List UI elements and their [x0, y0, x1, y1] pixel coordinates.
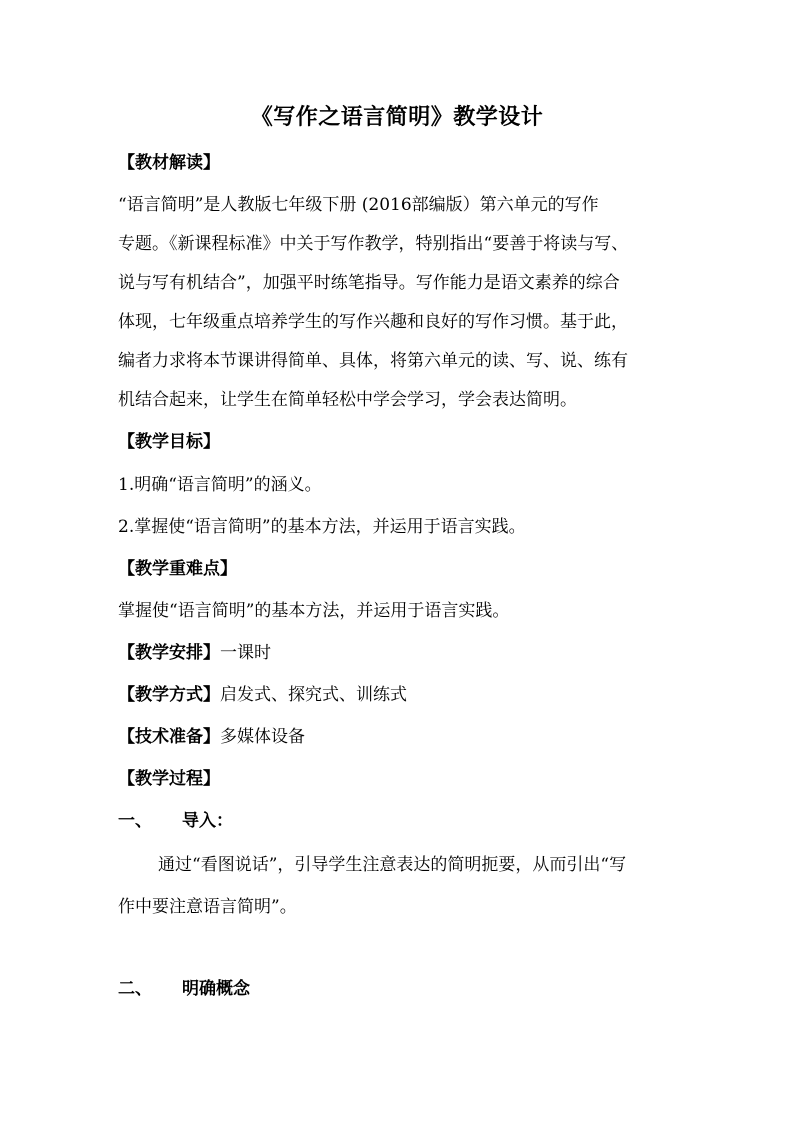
step-2-number: 二、 — [118, 979, 152, 999]
equipment-label: 【技术准备】 — [118, 727, 220, 747]
step-1-line-2: 作中要注意语言简明”。 — [118, 897, 297, 917]
material-line-4: 体现，七年级重点培养学生的写作兴趣和良好的写作习惯。基于此， — [118, 312, 628, 332]
document-title: 《写作之语言简明》教学设计 — [250, 104, 544, 130]
step-2-title: 明确概念 — [182, 979, 250, 999]
arrangement-row — [118, 638, 271, 663]
material-line-2: 专题。《新课程标准》中关于写作教学，特别指出“要善于将读与写、 — [118, 234, 629, 254]
arrangement-label: 【教学安排】 — [118, 643, 220, 663]
heading-process: 【教学过程】 — [118, 769, 220, 789]
material-line-3: 说与写有机结合”，加强平时练笔指导。写作能力是语文素养的综合 — [118, 273, 620, 293]
arrangement-value: 一课时 — [220, 643, 271, 663]
material-line-5: 编者力求将本节课讲得简单、具体，将第六单元的读、写、说、练有 — [118, 351, 628, 371]
heading-key-points: 【教学重难点】 — [118, 559, 237, 579]
heading-goals: 【教学目标】 — [118, 432, 220, 452]
equipment-value: 多媒体设备 — [220, 727, 305, 747]
key-points-text: 掌握使“语言简明”的基本方法，并运用于语言实践。 — [118, 601, 510, 621]
process-step-1 — [118, 806, 233, 831]
method-label: 【教学方式】 — [118, 685, 220, 705]
step-1-title: 导入： — [182, 811, 233, 831]
goal-item-2: 2.掌握使“语言简明”的基本方法，并运用于语言实践。 — [118, 517, 526, 537]
method-row — [118, 680, 407, 705]
material-line-6: 机结合起来，让学生在简单轻松中学会学习，学会表达简明。 — [118, 390, 577, 410]
step-1-number: 一、 — [118, 811, 152, 831]
material-line-1: “语言简明”是人教版七年级下册 (2016部编版）第六单元的写作 — [118, 195, 599, 215]
heading-material: 【教材解读】 — [118, 153, 220, 173]
equipment-row — [118, 722, 305, 747]
step-1-line-1: 通过“看图说话”，引导学生注意表达的简明扼要，从而引出“写 — [158, 855, 627, 875]
process-step-2 — [118, 974, 250, 999]
method-value: 启发式、探究式、训练式 — [220, 685, 407, 705]
goal-item-1: 1.明确“语言简明”的涵义。 — [118, 475, 322, 495]
